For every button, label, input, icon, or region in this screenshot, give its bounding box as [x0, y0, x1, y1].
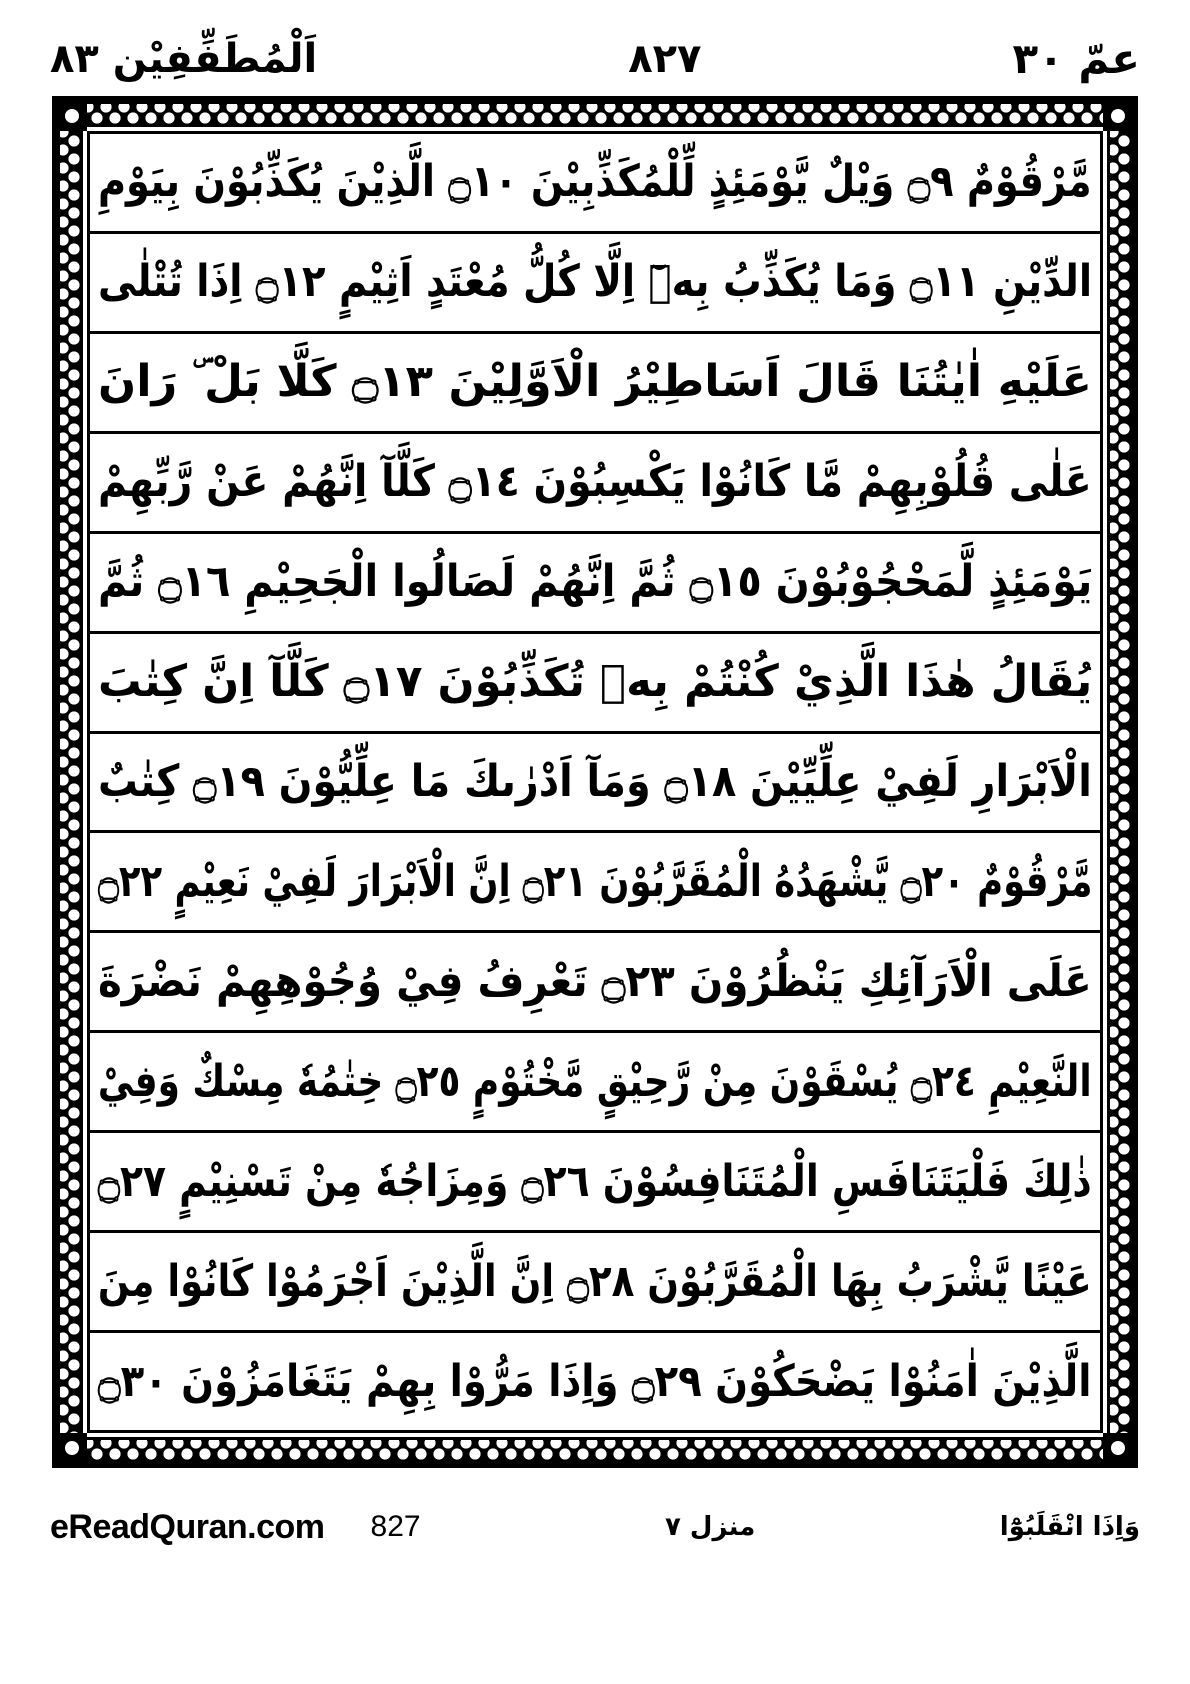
ayah-line-text: مَّرْقُوْمٌ ۝٩ وَيْلٌ يَّوْمَئِذٍ لِّلْمُكَذِّبِيْنَ ۝١٠ الَّذِيْنَ يُكَذِّبُوْنَ بِيَوْمِ: [98, 156, 1092, 208]
ayah-line: [90, 933, 1100, 1033]
page-footer: [50, 1492, 1140, 1562]
ayah-line: [90, 434, 1100, 534]
page-number: 827: [370, 1510, 421, 1543]
page-number-arabic: ٨٢٧: [628, 36, 702, 82]
page-header: [50, 28, 1140, 90]
border-corner-bottom-left: [57, 1433, 87, 1463]
ayah-line-text: الْاَبْرَارِ لَفِيْ عِلِّيِّيْنَ ۝١٨ وَمَآ اَدْرٰىكَ مَا عِلِّيُّوْنَ ۝١٩ كِتٰبٌ: [98, 755, 1092, 807]
mushaf-border-frame: [52, 96, 1138, 1468]
juz-label: عمّ ٣٠: [1012, 34, 1140, 83]
ayah-line: [90, 334, 1100, 434]
surah-label: اَلْمُطَفِّفِيْن ٨٣: [50, 36, 318, 82]
ayah-line: [90, 534, 1100, 634]
ayah-line: [90, 1133, 1100, 1233]
ayah-line: [90, 833, 1100, 933]
ayah-line: [90, 234, 1100, 334]
catchword: وَاِذَا انْقَلَبُوْٓا: [999, 1512, 1140, 1542]
ayah-line-text: عَلَى الْاَرَآئِكِ يَنْظُرُوْنَ ۝٢٣ تَعْرِفُ فِيْ وُجُوْهِهِمْ نَضْرَةَ: [98, 955, 1092, 1007]
ayah-line: [90, 1333, 1100, 1430]
ayah-line: [90, 1033, 1100, 1133]
border-ornament-right: [1107, 101, 1133, 1463]
border-corner-top-right: [1103, 101, 1133, 131]
footer-brand-group: [50, 1508, 421, 1547]
manzil-label: منزل ٧: [665, 1512, 756, 1542]
border-ornament-top: [57, 101, 1133, 127]
ayah-line-text: مَّرْقُوْمٌ ۝٢٠ يَّشْهَدُهُ الْمُقَرَّبُوْنَ ۝٢١ اِنَّ الْاَبْرَارَ لَفِيْ نَعِيْمٍ ۝٢٢: [97, 855, 1092, 907]
border-corner-bottom-right: [1103, 1433, 1133, 1463]
ayah-line: [90, 134, 1100, 234]
ayah-line-text: عَلَيْهِ اٰيٰتُنَا قَالَ اَسَاطِيْرُ الْاَوَّلِيْنَ ۝١٣ كَلَّا بَلْ ۜ رَانَ: [98, 356, 1093, 408]
ayah-line-text: عَلٰى قُلُوْبِهِمْ مَّا كَانُوْا يَكْسِبُوْنَ ۝١٤ كَلَّآ اِنَّهُمْ عَنْ رَّبِّهِمْ: [98, 456, 1092, 508]
ayah-line-text: الَّذِيْنَ اٰمَنُوْا يَضْحَكُوْنَ ۝٢٩ وَاِذَا مَرُّوْا بِهِمْ يَتَغَامَزُوْنَ ۝٣٠: [98, 1355, 1092, 1407]
ayah-text-block: [87, 131, 1103, 1433]
ayah-line-text: ذٰلِكَ فَلْيَتَنَافَسِ الْمُتَنَافِسُوْنَ ۝٢٦ وَمِزَاجُهٗ مِنْ تَسْنِيْمٍ ۝٢٧: [98, 1155, 1092, 1207]
border-corner-top-left: [57, 101, 87, 131]
ayah-line: [90, 1233, 1100, 1333]
ayah-line-text: يَوْمَئِذٍ لَّمَحْجُوْبُوْنَ ۝١٥ ثُمَّ اِنَّهُمْ لَصَالُوا الْجَحِيْمِ ۝١٦ ثُمَّ: [97, 556, 1092, 608]
ayah-line-text: النَّعِيْمِ ۝٢٤ يُسْقَوْنَ مِنْ رَّحِيْقٍ مَّخْتُوْمٍ ۝٢٥ خِتٰمُهٗ مِسْكٌ وَفِيْ: [98, 1055, 1092, 1107]
ayah-line-text: عَيْنًا يَّشْرَبُ بِهَا الْمُقَرَّبُوْنَ ۝٢٨ اِنَّ الَّذِيْنَ اَجْرَمُوْا كَانُوْا مِنَ: [98, 1255, 1092, 1307]
ayah-line-text: يُقَالُ هٰذَا الَّذِيْ كُنْتُمْ بِهٖ تُكَذِّبُوْنَ ۝١٧ كَلَّآ اِنَّ كِتٰبَ: [97, 656, 1092, 708]
brand-label[interactable]: eReadQuran.com: [50, 1507, 325, 1546]
border-ornament-left: [57, 101, 83, 1463]
ayah-line-text: الدِّيْنِ ۝١١ وَمَا يُكَذِّبُ بِهٖٓ اِلَّا كُلُّ مُعْتَدٍ اَثِيْمٍ ۝١٢ اِذَا تُتْلٰى: [97, 256, 1092, 308]
border-ornament-bottom: [57, 1437, 1133, 1463]
ayah-line: [90, 634, 1100, 734]
ayah-line: [90, 734, 1100, 834]
